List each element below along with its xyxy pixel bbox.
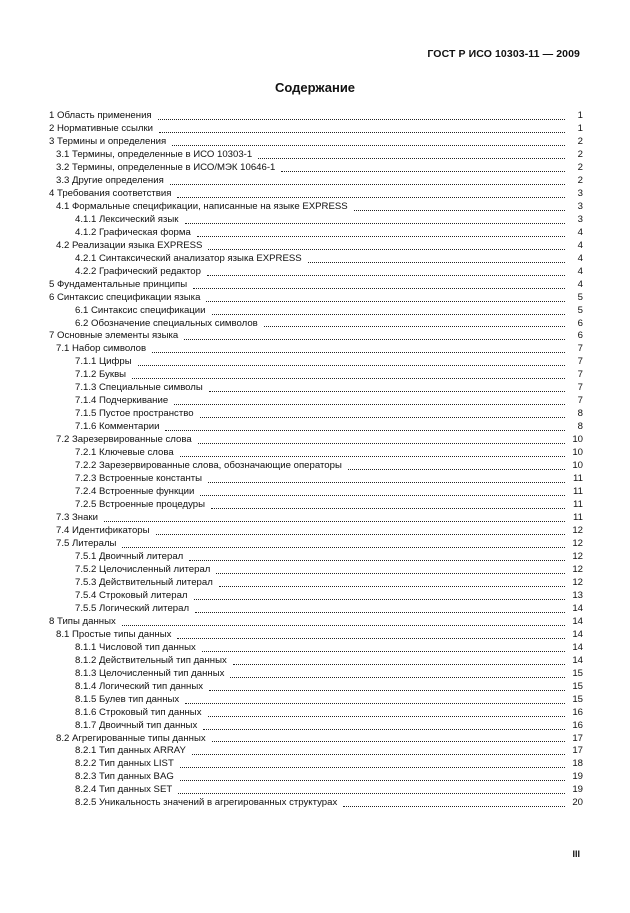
dot-leader: [209, 690, 565, 691]
dot-leader: [189, 560, 565, 561]
toc-entry-label: 4.2 Реализации языка EXPRESS: [56, 239, 203, 251]
dot-leader: [230, 677, 565, 678]
toc-entry-label: 8.1.2 Действительный тип данных: [75, 654, 227, 666]
toc-entry-page: 4: [577, 252, 583, 264]
dot-leader: [122, 625, 565, 626]
toc-entry-page: 10: [572, 447, 583, 459]
toc-entry-page: 12: [572, 576, 583, 588]
toc-entry-label: 7.5.4 Строковый литерал: [75, 589, 188, 601]
dot-leader: [212, 741, 565, 742]
dot-leader: [192, 754, 565, 755]
toc-entry-page: 2: [577, 135, 583, 147]
toc-entry[interactable]: [49, 266, 583, 279]
dot-leader: [180, 767, 565, 768]
toc-entry[interactable]: [49, 343, 583, 356]
toc-entry[interactable]: [49, 201, 583, 214]
toc-entry[interactable]: [49, 123, 583, 136]
toc-entry[interactable]: [49, 136, 583, 149]
toc-entry-label: 3.2 Термины, определенные в ИСО/МЭК 10646-1: [56, 161, 276, 173]
toc-entry-label: 4.1 Формальные спецификации, написанные на языке EXPRESS: [56, 200, 348, 212]
dot-leader: [207, 275, 565, 276]
dot-leader: [208, 482, 565, 483]
toc-entry[interactable]: [49, 292, 583, 305]
toc-entry[interactable]: [49, 758, 583, 771]
toc-entry-page: 8: [577, 421, 583, 433]
toc-entry-page: 7: [577, 369, 583, 381]
toc-entry-label: 4.2.2 Графический редактор: [75, 265, 201, 277]
toc-entry[interactable]: [49, 395, 583, 408]
toc-entry-label: 7.5.2 Целочисленный литерал: [75, 563, 211, 575]
toc-entry-page: 2: [577, 161, 583, 173]
toc-entry[interactable]: [49, 655, 583, 668]
dot-leader: [156, 534, 565, 535]
toc-entry-page: 7: [577, 356, 583, 368]
toc-entry[interactable]: [49, 668, 583, 681]
toc-entry-label: 7.1.4 Подчеркивание: [75, 395, 169, 407]
toc-entry[interactable]: [49, 629, 583, 642]
toc-entry-page: 11: [573, 512, 583, 524]
dot-leader: [177, 638, 565, 639]
toc-entry-label: 8.2.4 Тип данных SET: [75, 784, 173, 796]
toc-entry-page: 15: [572, 693, 583, 705]
toc-entry[interactable]: [49, 447, 583, 460]
dot-leader: [172, 145, 565, 146]
toc-entry[interactable]: [49, 473, 583, 486]
toc-entry-label: 2 Нормативные ссылки: [49, 122, 154, 134]
dot-leader: [209, 391, 565, 392]
toc-entry-page: 10: [572, 434, 583, 446]
toc-entry-page: 19: [572, 771, 583, 783]
toc-entry[interactable]: [49, 564, 583, 577]
toc-entry-page: 12: [572, 525, 583, 536]
toc-entry[interactable]: [49, 771, 583, 784]
toc-entry-page: 2: [577, 148, 583, 160]
dot-leader: [152, 352, 565, 353]
toc-entry[interactable]: [49, 642, 583, 655]
dot-leader: [184, 339, 565, 340]
toc-entry-page: 5: [577, 304, 583, 316]
toc-entry[interactable]: [49, 577, 583, 590]
toc-entry-label: 1 Область применения: [49, 110, 152, 121]
toc-entry-page: 5: [577, 291, 583, 303]
toc-entry-label: 7.2 Зарезервированные слова: [56, 434, 192, 446]
toc-entry-page: 2: [577, 174, 583, 186]
dot-leader: [212, 314, 565, 315]
toc-entry-label: 7 Основные элементы языка: [49, 330, 179, 342]
toc-entry-page: 7: [577, 395, 583, 407]
toc-entry-label: 4.1.2 Графическая форма: [75, 226, 191, 238]
dot-leader: [104, 521, 565, 522]
dot-leader: [174, 404, 565, 405]
toc-entry-label: 8.2.1 Тип данных ARRAY: [75, 745, 186, 757]
toc-entry-page: 14: [572, 654, 583, 666]
toc-entry-page: 14: [572, 628, 583, 640]
toc-entry-page: 14: [572, 602, 583, 614]
toc-entry-page: 10: [572, 460, 583, 472]
toc-entry[interactable]: [49, 408, 583, 421]
toc-entry[interactable]: [49, 525, 583, 538]
toc-entry[interactable]: [49, 149, 583, 162]
dot-leader: [197, 236, 565, 237]
toc-entry[interactable]: [49, 227, 583, 240]
toc-entry[interactable]: [49, 175, 583, 188]
dot-leader: [180, 456, 565, 457]
dot-leader: [158, 119, 565, 120]
toc-entry-page: 12: [572, 563, 583, 575]
dot-leader: [180, 780, 565, 781]
toc-entry-label: 7.5.3 Действительный литерал: [75, 576, 213, 588]
toc-entry-label: 8.1.4 Логический тип данных: [75, 680, 204, 692]
toc-entry-page: 11: [573, 473, 583, 485]
dot-leader: [185, 703, 565, 704]
toc-entry-label: 8.1.6 Строковый тип данных: [75, 706, 202, 718]
toc-entry-page: 16: [572, 719, 583, 731]
toc-entry[interactable]: [49, 538, 583, 551]
toc-entry-label: 8.1.7 Двоичный тип данных: [75, 719, 198, 731]
toc-entry[interactable]: [49, 253, 583, 266]
toc-entry[interactable]: [49, 499, 583, 512]
toc-entry-page: 13: [572, 589, 583, 601]
toc-entry-page: 3: [577, 213, 583, 225]
toc-entry-page: 4: [577, 265, 583, 277]
dot-leader: [159, 132, 565, 133]
toc-entry[interactable]: [49, 733, 583, 746]
toc-entry[interactable]: [49, 512, 583, 525]
page-title: Содержание: [274, 80, 356, 95]
page-number: III: [572, 849, 580, 859]
toc-entry-page: 14: [572, 615, 583, 627]
toc-entry-label: 8.1.5 Булев тип данных: [75, 693, 180, 705]
toc-entry-label: 6 Синтаксис спецификации языка: [49, 291, 201, 303]
toc-entry-page: 15: [572, 667, 583, 679]
toc-entry-label: 7.1.3 Специальные символы: [75, 382, 203, 394]
toc-entry-page: 16: [572, 706, 583, 718]
toc-entry[interactable]: [49, 279, 583, 292]
toc-entry-label: 5 Фундаментальные принципы: [49, 278, 188, 290]
toc-entry[interactable]: [49, 797, 583, 810]
dot-leader: [203, 729, 565, 730]
toc-entry-page: 12: [572, 550, 583, 562]
dot-leader: [348, 469, 565, 470]
toc-entry-page: 19: [572, 784, 583, 796]
toc-entry-page: 3: [577, 200, 583, 212]
toc-entry-label: 7.4 Идентификаторы: [56, 525, 150, 536]
dot-leader: [233, 664, 565, 665]
toc-entry[interactable]: [49, 188, 583, 201]
dot-leader: [200, 417, 565, 418]
toc-entry[interactable]: [49, 707, 583, 720]
toc-entry[interactable]: [49, 551, 583, 564]
toc-entry-label: 8.1.3 Целочисленный тип данных: [75, 667, 225, 679]
dot-leader: [178, 793, 565, 794]
toc-entry-label: 7.1.1 Цифры: [75, 356, 132, 368]
toc-entry-page: 15: [572, 680, 583, 692]
toc-entry-label: 7.5 Литералы: [56, 537, 117, 549]
toc-entry-page: 11: [573, 486, 583, 498]
dot-leader: [264, 326, 565, 327]
dot-leader: [206, 301, 565, 302]
dot-leader: [258, 158, 565, 159]
toc-entry[interactable]: [49, 162, 583, 175]
toc-entry[interactable]: [49, 421, 583, 434]
toc-entry-label: 7.2.4 Встроенные функции: [75, 486, 195, 498]
dot-leader: [138, 365, 565, 366]
toc-entry-label: 4.1.1 Лексический язык: [75, 213, 179, 225]
toc-entry-page: 20: [572, 797, 583, 809]
dot-leader: [211, 508, 565, 509]
toc-entry[interactable]: [49, 603, 583, 616]
toc-entry[interactable]: [49, 745, 583, 758]
toc-entry-label: 8.2.5 Уникальность значений в агрегированных структурах: [75, 797, 338, 809]
toc-entry-label: 7.5.5 Логический литерал: [75, 602, 190, 614]
toc-entry-page: 1: [577, 122, 583, 134]
dot-leader: [177, 197, 565, 198]
toc-entry-page: 12: [572, 537, 583, 549]
dot-leader: [165, 430, 565, 431]
dot-leader: [343, 806, 565, 807]
toc-entry-page: 17: [572, 745, 583, 757]
toc-entry-label: 7.1.6 Комментарии: [75, 421, 160, 433]
dot-leader: [185, 223, 566, 224]
toc-entry-label: 8.2 Агрегированные типы данных: [56, 732, 206, 744]
toc-entry[interactable]: [49, 720, 583, 733]
toc-entry-page: 3: [577, 187, 583, 199]
toc-entry-label: 7.1.2 Буквы: [75, 369, 127, 381]
toc-entry-label: 4 Требования соответствия: [49, 187, 172, 199]
toc-entry-label: 4.2.1 Синтаксический анализатор языка EXPRESS: [75, 252, 302, 264]
toc-entry-page: 7: [577, 343, 583, 355]
toc-entry-label: 8.2.2 Тип данных LIST: [75, 758, 174, 770]
dot-leader: [198, 443, 565, 444]
toc-entry-label: 3.1 Термины, определенные в ИСО 10303-1: [56, 148, 253, 160]
toc-entry-page: 1: [577, 110, 583, 121]
dot-leader: [194, 599, 565, 600]
toc-entry-label: 7.1 Набор символов: [56, 343, 147, 355]
toc-entry[interactable]: [49, 356, 583, 369]
dot-leader: [122, 547, 565, 548]
toc-entry[interactable]: [49, 486, 583, 499]
toc-entry-page: 18: [572, 758, 583, 770]
toc-entry-page: 11: [573, 499, 583, 511]
toc-entry-label: 6.2 Обозначение специальных символов: [75, 317, 258, 329]
toc-entry[interactable]: [49, 382, 583, 395]
toc-entry[interactable]: [49, 214, 583, 227]
toc-entry-page: 4: [577, 226, 583, 238]
toc-entry[interactable]: [49, 330, 583, 343]
standard-header: ГОСТ Р ИСО 10303-11 — 2009: [427, 48, 580, 60]
toc-entry-label: 6.1 Синтаксис спецификации: [75, 304, 206, 316]
toc-entry-label: 3 Термины и определения: [49, 135, 167, 147]
table-of-contents: [49, 110, 583, 810]
toc-entry[interactable]: [49, 110, 583, 123]
toc-entry[interactable]: [49, 590, 583, 603]
toc-entry[interactable]: [49, 434, 583, 447]
toc-entry-label: 7.5.1 Двоичный литерал: [75, 550, 184, 562]
toc-entry-label: 8 Типы данных: [49, 615, 116, 627]
toc-entry-page: 8: [577, 408, 583, 420]
dot-leader: [281, 171, 565, 172]
dot-leader: [208, 716, 566, 717]
toc-entry[interactable]: [49, 460, 583, 473]
toc-entry-label: 7.2.5 Встроенные процедуры: [75, 499, 205, 511]
dot-leader: [216, 573, 565, 574]
dot-leader: [308, 262, 565, 263]
dot-leader: [219, 586, 565, 587]
toc-entry-page: 4: [577, 239, 583, 251]
toc-entry[interactable]: [49, 305, 583, 318]
toc-entry-page: 7: [577, 382, 583, 394]
toc-entry-page: 17: [572, 732, 583, 744]
dot-leader: [208, 249, 565, 250]
toc-entry-label: 8.1 Простые типы данных: [56, 628, 172, 640]
dot-leader: [132, 378, 565, 379]
toc-entry[interactable]: [49, 694, 583, 707]
toc-entry[interactable]: [49, 369, 583, 382]
dot-leader: [354, 210, 565, 211]
toc-entry-page: 6: [577, 330, 583, 342]
toc-entry[interactable]: [49, 681, 583, 694]
toc-entry-label: 7.2.3 Встроенные константы: [75, 473, 203, 485]
dot-leader: [200, 495, 565, 496]
toc-entry-label: 8.1.1 Числовой тип данных: [75, 641, 196, 653]
toc-entry[interactable]: [49, 240, 583, 253]
toc-entry-label: 7.3 Знаки: [56, 512, 98, 524]
toc-entry-label: 3.3 Другие определения: [56, 174, 164, 186]
dot-leader: [202, 651, 565, 652]
toc-entry-page: 4: [577, 278, 583, 290]
dot-leader: [170, 184, 565, 185]
toc-entry[interactable]: [49, 784, 583, 797]
dot-leader: [195, 612, 565, 613]
toc-entry-label: 7.1.5 Пустое пространство: [75, 408, 194, 420]
toc-entry-page: 6: [577, 317, 583, 329]
toc-entry-label: 7.2.2 Зарезервированные слова, обозначающие операторы: [75, 460, 342, 472]
toc-entry[interactable]: [49, 318, 583, 331]
toc-entry-page: 14: [572, 641, 583, 653]
toc-entry[interactable]: [49, 616, 583, 629]
toc-entry-label: 7.2.1 Ключевые слова: [75, 447, 174, 459]
toc-entry-label: 8.2.3 Тип данных BAG: [75, 771, 174, 783]
dot-leader: [193, 288, 565, 289]
